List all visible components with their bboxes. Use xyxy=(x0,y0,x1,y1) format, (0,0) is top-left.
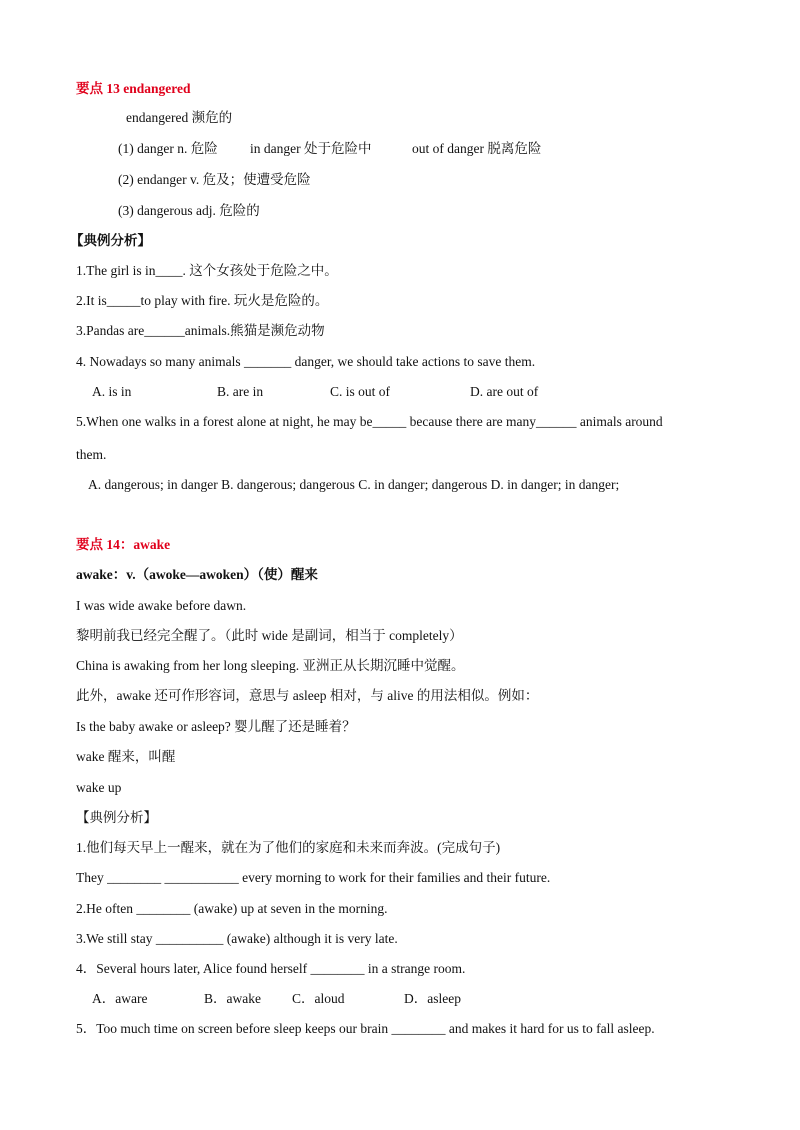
s14-line-5: Is the baby awake or asleep? 婴儿醒了还是睡着？ xyxy=(76,719,356,734)
question-14-1: 1.他们每天早上一醒来，就在为了他们的家庭和未来而奔波。(完成句子) xyxy=(76,840,501,855)
q13-4-option-a: A. is in xyxy=(92,384,132,399)
item-1-out-of-danger: out of danger 脱离危险 xyxy=(412,141,542,156)
question-13-5-cont: them. xyxy=(76,447,107,462)
s14-line-4: 此外，awake 还可作形容词，意思与 asleep 相对，与 alive 的用法相似。例如： xyxy=(76,688,539,703)
section-14-heading: 要点 14：awake xyxy=(76,537,171,552)
question-14-1-english: They ________ ___________ every morning to work for their families and their future. xyxy=(76,870,551,885)
question-14-5: 5．Too much time on screen before sleep keeps our brain ________ and makes it hard for us to fall asleep. xyxy=(76,1021,655,1036)
s14-line-7: wake up xyxy=(76,780,122,795)
q13-4-option-c: C. is out of xyxy=(330,384,391,399)
q13-4-option-d: D. are out of xyxy=(470,384,539,399)
q14-4-option-d: D．asleep xyxy=(404,991,461,1006)
question-13-3: 3.Pandas are______animals.熊猫是濒危动物 xyxy=(76,323,325,338)
question-13-1: 1.The girl is in____. 这个女孩处于危险之中。 xyxy=(76,263,338,278)
s14-line-2: 黎明前我已经完全醒了。（此时 wide 是副词，相当于 completely） xyxy=(76,628,463,643)
section-13-heading: 要点 13 endangered xyxy=(76,81,191,96)
item-1-in-danger: in danger 处于危险中 xyxy=(250,141,372,156)
q14-4-option-b: B．awake xyxy=(204,991,261,1006)
question-13-4: 4. Nowadays so many animals _______ danger, we should take actions to save them. xyxy=(76,354,536,369)
s14-line-1: I was wide awake before dawn. xyxy=(76,598,247,613)
section-13-definition: endangered 濒危的 xyxy=(126,110,233,125)
section-14-definition: awake：v.（awoke—awoken）（使）醒来 xyxy=(76,567,318,582)
s14-line-3: China is awaking from her long sleeping. 亚洲正从长期沉睡中觉醒。 xyxy=(76,658,465,673)
question-14-4: 4．Several hours later, Alice found herself ________ in a strange room. xyxy=(76,961,466,976)
q14-4-option-a: A．aware xyxy=(92,991,148,1006)
item-3-dangerous: (3) dangerous adj. 危险的 xyxy=(118,203,260,218)
s14-line-6: wake 醒来，叫醒 xyxy=(76,749,176,764)
question-13-2: 2.It is_____to play with fire. 玩火是危险的。 xyxy=(76,293,329,308)
q14-4-option-c: C．aloud xyxy=(292,991,345,1006)
question-14-2: 2.He often ________ (awake) up at seven in the morning. xyxy=(76,901,388,916)
item-1-danger: (1) danger n. 危险 xyxy=(118,141,218,156)
question-14-3: 3.We still stay __________ (awake) although it is very late. xyxy=(76,931,398,946)
item-2-endanger: (2) endanger v. 危及；使遭受危险 xyxy=(118,172,311,187)
example-heading-13: 【典例分析】 xyxy=(70,233,151,248)
example-heading-14: 【典例分析】 xyxy=(76,810,157,825)
q13-4-option-b: B. are in xyxy=(217,384,264,399)
question-13-5: 5.When one walks in a forest alone at night, he may be_____ because there are many______ animals around xyxy=(76,414,663,429)
q13-5-options: A. dangerous; in danger B. dangerous; dangerous C. in danger; dangerous D. in danger; in danger; xyxy=(88,477,620,492)
